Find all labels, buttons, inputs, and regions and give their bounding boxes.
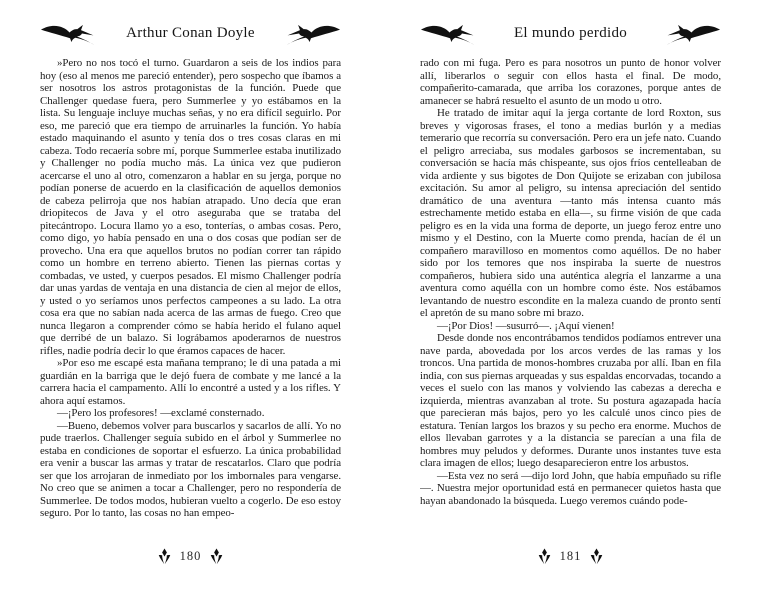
pterodactyl-icon bbox=[659, 21, 721, 46]
fleuron-icon bbox=[210, 548, 223, 565]
pterodactyl-icon bbox=[40, 21, 102, 46]
pterodactyl-icon bbox=[279, 21, 341, 46]
paragraph: Desde donde nos encontrábamos tendidos podíamos entrever una nave parda, abovedada por los arcos verdes de las ramas y los troncos. Una partida de monos-hombres cruzaba por allí. Iban en fila india, con sus piernas arqueadas y sus espaldas encorvadas, tocando a veces el suelo con las manos y volviendo las cabezas a derecha e izquierda, mientras avanzaban al trote. Su postura agazapada hacía que parecieran más bajos, pero yo les calculé unos cinco pies de estatura. Tenían largos los brazos y su pecho era enorme. Muchos de ellos llevaban garrotes y a la distancia se parecían a una fila de hombres muy peludos y deformes. Durante unos instantes tuve esta clara imagen de ellos; luego desaparecieron entre los arbustos. bbox=[420, 332, 721, 469]
paragraph: —Bueno, debemos volver para buscarlos y sacarlos de allí. Yo no pude traerlos. Challenger seguía subido en el árbol y Summerlee no estaba en condiciones de soportar el esfuerzo. La única probabilidad era venir a buscar las armas y tratar de rescatarlos. Claro que podría ser que los arrojaran de inmediato por los imbornales para vengarse. No creo que se animen a tocar a Challenger, pero no respondería de Summerlee. De todos modos, hubieran vuelto a cogerlo. De eso estoy seguro. Por lo tanto, las cosas no han empeo- bbox=[40, 419, 341, 519]
paragraph: —¡Por Dios! —susurró—. ¡Aquí vienen! bbox=[437, 319, 615, 332]
page-footer bbox=[420, 548, 721, 565]
pterodactyl-icon bbox=[420, 21, 482, 46]
page-header bbox=[420, 20, 721, 46]
page-text-right bbox=[420, 57, 721, 507]
page-right bbox=[420, 0, 721, 595]
page-left bbox=[40, 0, 341, 595]
page-number: 181 bbox=[559, 549, 582, 563]
running-head-author: Arthur Conan Doyle bbox=[126, 24, 255, 41]
page-header bbox=[40, 20, 341, 46]
page-text-left bbox=[40, 57, 341, 520]
paragraph: —Esta vez no será —dijo lord John, que había empuñado su rifle—. Nuestra mejor oportunidad está en permanecer quietos hasta que hayan abandonado la búsqueda. Luego veremos cuándo pode- bbox=[420, 469, 721, 507]
fleuron-icon bbox=[158, 548, 171, 565]
paragraph: rado con mi fuga. Pero es para nosotros un punto de honor volver allí, liberarlos o seguir con ellos hasta el final. De modo, compañerito-camarada, que arriba los corazones, porque antes de amanecer se habrá resuelto el asunto de un modo u otro. bbox=[420, 57, 721, 107]
paragraph: »Por eso me escapé esta mañana temprano; le di una patada a mi guardián en la barriga que le dejó fuera de combate y me lancé a la carrera hacia el campamento. Allí lo encontré a usted y a los rifles. Y ahora aquí estamos. bbox=[40, 357, 341, 407]
running-head-book-title: El mundo perdido bbox=[513, 24, 628, 41]
paragraph: —¡Pero los profesores! —exclamé consternado. bbox=[57, 407, 265, 419]
page-number: 180 bbox=[179, 549, 202, 563]
page-footer bbox=[40, 548, 341, 565]
fleuron-icon bbox=[590, 548, 603, 565]
paragraph: He tratado de imitar aquí la jerga cortante de lord Roxton, sus breves y vigorosas frases, el tono a medias burlón y a medias temerario que recorría su conversación. Pero era un jefe nato. Cuando el peligro arreciaba, sus modales garbosos se incrementaban, su conversación se hacía más chispeante, sus ojos fríos centelleaban de vida ardiente y sus bigotes de Don Quijote se erizaban con jubilosa excitación. Su amor al peligro, su intensa apreciación del sentido dramático de una aventura —tanto más intensa cuanto más estrechamente metido estaba en ella—, su firme visión de que cada peligro es en la vida una forma de deporte, un juego feroz entre uno mismo y el Destino, con la Muerte como prenda, hacían de él un compañero maravilloso en momentos como aquéllos. De no haber sido por los temores que nos inspiraba la suerte de nuestros compañeros, hubiera sido una auténtica alegría el lanzarme a una aventura como aquélla con un hombre como éste. Nos estábamos levantando de nuestro escondite en la maleza cuando de pronto sentí el apretón de su mano sobre mi brazo. bbox=[420, 107, 721, 319]
fleuron-icon bbox=[538, 548, 551, 565]
paragraph: »Pero no nos tocó el turno. Guardaron a seis de los indios para hoy (eso al menos me pareció entender), pero sospecho que íbamos a ser nosotros los astros protagonistas de la función. Puede que Challenger quedase fuera, pero Summerlee y yo estábamos en la lista. Su lenguaje incluye muchas señas, y no era difícil seguirlo. Por eso, me pareció que era tiempo de arruinarles la función. Yo había estado maquinando el asunto y tenía dos o tres cosas claras en mi cabeza. Todo recaería sobre mí, porque Summerlee estaba inutilizado y Challenger no podía mucho más. La única vez que pudieron acercarse el uno al otro, comenzaron a hablar en su jerga, porque no podían ponerse de acuerdo en la clasificación de aquellos demonios de cabeza pelirroja que nos habían atrapado. Uno decía que eran driopitecos de Java y el otro aseguraba que se trataba del pitecántropo. Locura llamo yo a eso, tonterías, o ambas cosas. Pero, como digo, yo había pensado en una o dos cosas que podían ser de provecho. Una era que aquellos brutos no podían correr tan rápido como un hombre en terreno abierto. Tienen las piernas cortas y combadas, ve usted, y cuerpos pesados. El mismo Challenger podría dar unas yardas de ventaja en una distancia de cien al mejor de ellos, y usted o yo seríamos unos perfectos campeones a su lado. La otra cosa era que no sabían nada acerca de las armas de fuego. Creo que nunca llegaron a comprender cómo se había herido el fulano aquel que derribé de un balazo. Si lográbamos apoderarnos de nuestros rifles, nadie podría decir lo que éramos capaces de hacer. bbox=[40, 57, 341, 357]
